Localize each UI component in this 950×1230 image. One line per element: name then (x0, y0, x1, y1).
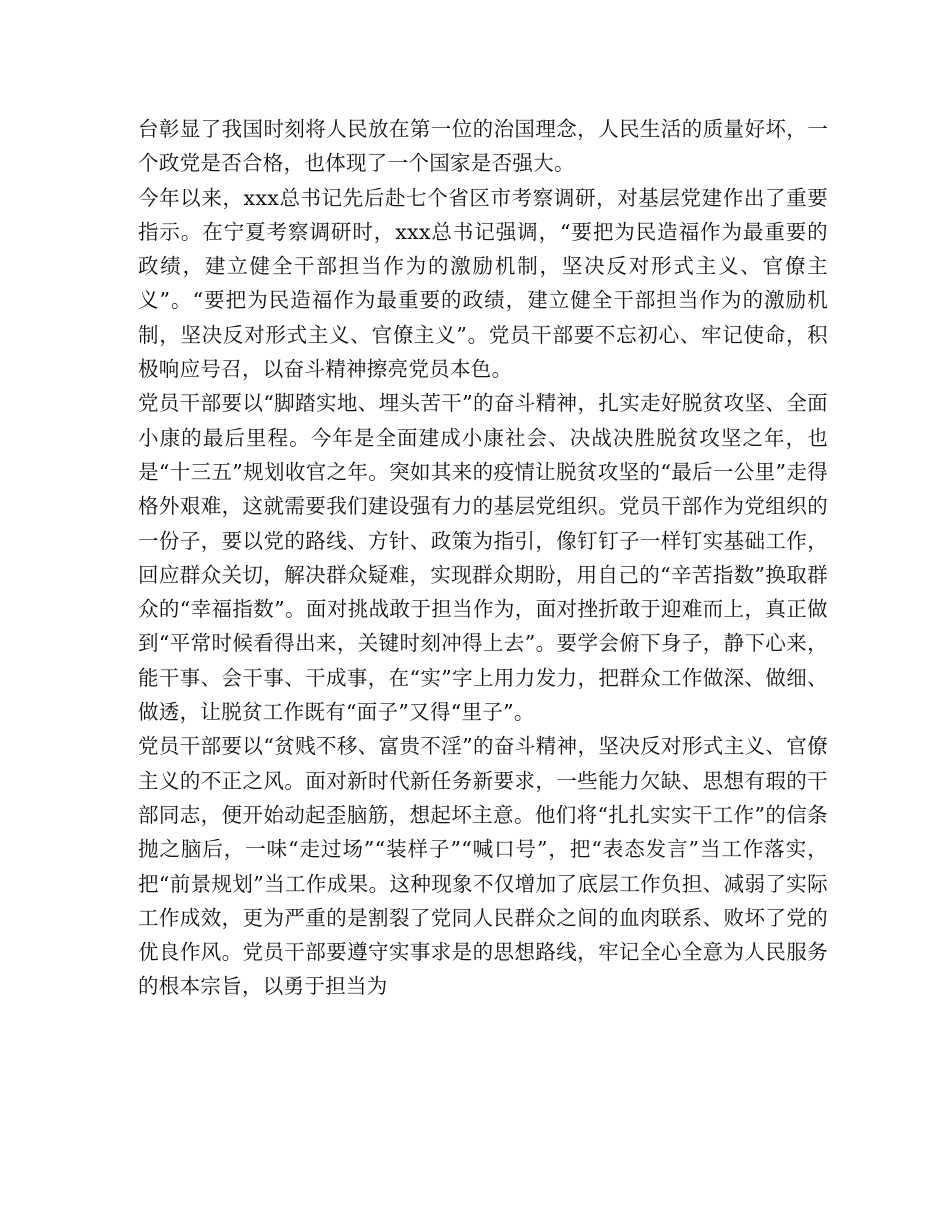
paragraph-2: 今年以来，xxx总书记先后赴七个省区市考察调研，对基层党建作出了重要指示。在宁夏考察调研时，xxx总书记强调，“要把为民造福作为最重要的政绩，建立健全干部担当作为的激励机制，坚决反对形式主义、官僚主义”。“要把为民造福作为最重要的政绩，建立健全干部担当作为的激励机制，坚决反对形式主义、官僚主义”。党员干部要不忘初心、牢记使命，积极响应号召，以奋斗精神擦亮党员本色。 (138, 185, 828, 382)
paragraph-1: 台彰显了我国时刻将人民放在第一位的治国理念，人民生活的质量好坏，一个政党是否合格，也体现了一个国家是否强大。 (138, 117, 828, 176)
paragraph-4: 党员干部要以“贫贱不移、富贵不淫”的奋斗精神，坚决反对形式主义、官僚主义的不正之风。面对新时代新任务新要求，一些能力欠缺、思想有瑕的干部同志，便开始动起歪脑筋，想起坏主意。他们将“扎扎实实干工作”的信条抛之脑后，一味“走过场”“装样子”“喊口号”，把“表态发言”当工作落实，把“前景规划”当工作成果。这种现象不仅增加了底层工作负担、减弱了实际工作成效，更为严重的是割裂了党同人民群众之间的血肉联系、败坏了党的优良作风。党员干部要遵守实事求是的思想路线，牢记全心全意为人民服务的根本宗旨，以勇于担当为 (138, 734, 828, 999)
document-body (138, 112, 828, 1004)
paragraph-3: 党员干部要以“脚踏实地、埋头苦干”的奋斗精神，扎实走好脱贫攻坚、全面小康的最后里程。今年是全面建成小康社会、决战决胜脱贫攻坚之年，也是“十三五”规划收官之年。突如其来的疫情让脱贫攻坚的“最后一公里”走得格外艰难，这就需要我们建设强有力的基层党组织。党员干部作为党组织的一份子，要以党的路线、方针、政策为指引，像钉钉子一样钉实基础工作，回应群众关切，解决群众疑难，实现群众期盼，用自己的“辛苦指数”换取群众的“幸福指数”。面对挑战敢于担当作为，面对挫折敢于迎难而上，真正做到“平常时候看得出来，关键时刻冲得上去”。要学会俯下身子，静下心来，能干事、会干事、干成事，在“实”字上用力发力，把群众工作做深、做细、做透，让脱贫工作既有“面子”又得“里子”。 (138, 391, 828, 725)
